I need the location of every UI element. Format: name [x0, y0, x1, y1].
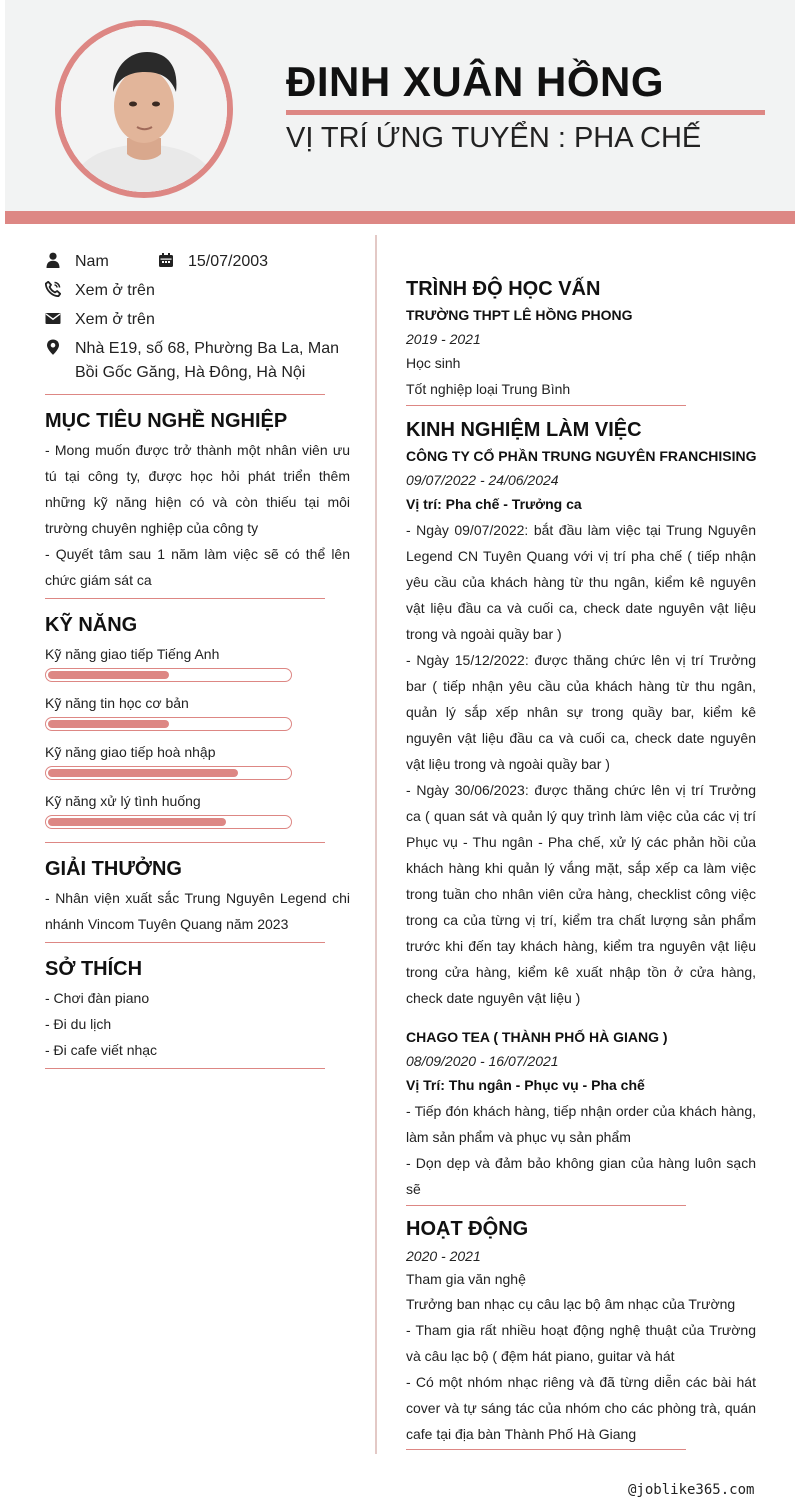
contact-birthday — [158, 250, 268, 274]
email-value: Xem ở trên — [75, 311, 155, 328]
job-period: 09/07/2022 - 24/06/2024 — [406, 472, 559, 488]
calendar-icon — [158, 252, 174, 268]
activity-item: - Có một nhóm nhạc riêng và đã từng diễn các bài hát cover và tự sáng tác của nhóm cho các phòng trà, quán cafe tại địa bàn Thành Phố Hà Giang — [406, 1374, 756, 1442]
map-pin-icon — [45, 339, 61, 355]
activities-title: HOẠT ĐỘNG — [406, 1218, 529, 1240]
section-divider — [406, 1205, 686, 1206]
section-divider — [45, 598, 325, 599]
address-value: Nhà E19, số 68, Phường Ba La, Man Bồi Gốc Găng, Hà Đông, Hà Nội — [75, 340, 340, 381]
header-accent-bar — [5, 211, 795, 224]
hobbies-title: SỞ THÍCH — [45, 958, 143, 980]
contact-gender — [45, 250, 109, 274]
education-title: TRÌNH ĐỘ HỌC VẤN — [406, 278, 601, 300]
job-period: 08/09/2020 - 16/07/2021 — [406, 1053, 559, 1069]
portrait-illustration — [61, 26, 227, 192]
experience-title: KINH NGHIỆM LÀM VIỆC — [406, 419, 642, 441]
gender-value: Nam — [75, 253, 109, 270]
job-item: - Ngày 15/12/2022: được thăng chức lên vị trí Trưởng bar ( tiếp nhận yêu cầu của khách hàng từ thu ngân, quản lý sắp xếp nhân sự trong quầy bar, kiểm kê nguyên vật liệu đầu ca và cuối ca, check date nguyên vật liệu trong và ngoài quầy bar ) — [406, 652, 756, 772]
objective-item: - Mong muốn được trở thành một nhân viên ưu tú tại công ty, được học hỏi phát triển thêm những kỹ năng hiện có và còn thiếu tại môi trường chuyên nghiệp của công ty — [45, 442, 350, 536]
skill-label: Kỹ năng xử lý tình huống — [45, 793, 201, 809]
section-divider — [45, 394, 325, 395]
section-divider — [45, 942, 325, 943]
column-divider — [375, 235, 377, 1454]
section-divider — [406, 405, 686, 406]
profile-photo — [61, 26, 227, 192]
phone-icon — [45, 281, 61, 297]
skill-bar — [45, 815, 292, 829]
skill-label: Kỹ năng tin học cơ bản — [45, 695, 189, 711]
job-role: Vị trí: Pha chế - Trưởng ca — [406, 496, 582, 512]
job-item: - Dọn dẹp và đảm bảo không gian của hàng luôn sạch sẽ — [406, 1155, 756, 1197]
school-name: TRƯỜNG THPT LÊ HỒNG PHONG — [406, 307, 633, 323]
person-icon — [45, 252, 61, 268]
skill-label: Kỹ năng giao tiếp Tiếng Anh — [45, 646, 220, 662]
activities-period: 2020 - 2021 — [406, 1248, 481, 1264]
job-company: CÔNG TY CỔ PHẦN TRUNG NGUYÊN FRANCHISING — [406, 448, 757, 464]
education-result: Tốt nghiệp loại Trung Bình — [406, 381, 571, 397]
job-description — [406, 1098, 756, 1202]
skill-bar-fill — [48, 720, 169, 728]
skill-bar-fill — [48, 671, 169, 679]
candidate-name: ĐINH XUÂN HỒNG — [286, 58, 665, 105]
activity-item: - Tham gia rất nhiều hoạt động nghệ thuật của Trường và câu lạc bộ ( đệm hát piano, guitar và hát — [406, 1322, 756, 1364]
watermark: @joblike365.com — [628, 1482, 755, 1498]
skills-title: KỸ NĂNG — [45, 614, 138, 636]
phone-value: Xem ở trên — [75, 282, 155, 299]
job-role: Vị Trí: Thu ngân - Phục vụ - Pha chế — [406, 1077, 645, 1093]
awards-text: - Nhân viện xuất sắc Trung Nguyên Legend chi nhánh Vincom Tuyên Quang năm 2023 — [45, 890, 350, 932]
applied-position: VỊ TRÍ ỨNG TUYỂN : PHA CHẾ — [286, 122, 702, 154]
envelope-icon — [45, 310, 61, 326]
contact-address — [45, 337, 355, 385]
hobbies-list — [45, 985, 350, 1063]
skill-label: Kỹ năng giao tiếp hoà nhập — [45, 744, 216, 760]
name-underline — [286, 110, 765, 115]
hobby-item: - Chơi đàn piano — [45, 990, 150, 1006]
job-item: - Tiếp đón khách hàng, tiếp nhận order của khách hàng, làm sản phẩm và phục vụ sản phẩm — [406, 1103, 756, 1145]
awards-title: GIẢI THƯỞNG — [45, 858, 182, 880]
objective-text — [45, 437, 350, 593]
skill-bar — [45, 668, 292, 682]
objective-item: - Quyết tâm sau 1 năm làm việc sẽ có thể lên chức giám sát ca — [45, 546, 350, 588]
skill-bar-fill — [48, 818, 226, 826]
contact-phone — [45, 279, 155, 303]
education-period: 2019 - 2021 — [406, 331, 481, 347]
section-divider — [45, 842, 325, 843]
education-role: Học sinh — [406, 355, 461, 371]
objective-title: MỤC TIÊU NGHỀ NGHIỆP — [45, 410, 288, 432]
skill-bar-fill — [48, 769, 238, 777]
section-divider — [406, 1449, 686, 1450]
avatar — [55, 20, 233, 198]
job-item: - Ngày 30/06/2023: được thăng chức lên vị trí Trưởng ca ( quan sát và quản lý quy trình làm việc của các vị trí Phục vụ - Thu ngân - Pha chế, xử lý các phản hồi của khách hàng khi quản lý vắng mặt, sắp xếp ca làm việc trong tuần cho nhân viên cửa hàng, checklist công việc trong ca của từng vị trí, kiểm tra chất lượng sản phẩm trước khi đến tay khách hàng, kiểm tra nguyên vật liệu trong cửa hàng, kiểm kê xuất nhập tồn ở cửa hàng, check date nguyên vật liệu ) — [406, 782, 756, 1006]
job-description — [406, 517, 756, 1011]
hobby-item: - Đi du lịch — [45, 1016, 112, 1032]
skill-bar — [45, 766, 292, 780]
activities-line: Trưởng ban nhạc cụ câu lạc bộ âm nhạc của Trường — [406, 1296, 736, 1312]
activities-line: Tham gia văn nghệ — [406, 1271, 526, 1287]
hobby-item: - Đi cafe viết nhạc — [45, 1042, 158, 1058]
activities-description — [406, 1317, 756, 1447]
job-item: - Ngày 09/07/2022: bắt đầu làm việc tại Trung Nguyên Legend CN Tuyên Quang với vị trí pha chế ( tiếp nhận yêu cầu của khách hàng từ thu ngân, kiểm kê nguyên vật liệu đầu ca và cuối ca, check date nguyên vật liệu trong và ngoài quầy bar ) — [406, 522, 756, 642]
birthday-value: 15/07/2003 — [188, 253, 269, 270]
contact-email — [45, 308, 155, 332]
job-company: CHAGO TEA ( THÀNH PHỐ HÀ GIANG ) — [406, 1029, 668, 1045]
section-divider — [45, 1068, 325, 1069]
skill-bar — [45, 717, 292, 731]
